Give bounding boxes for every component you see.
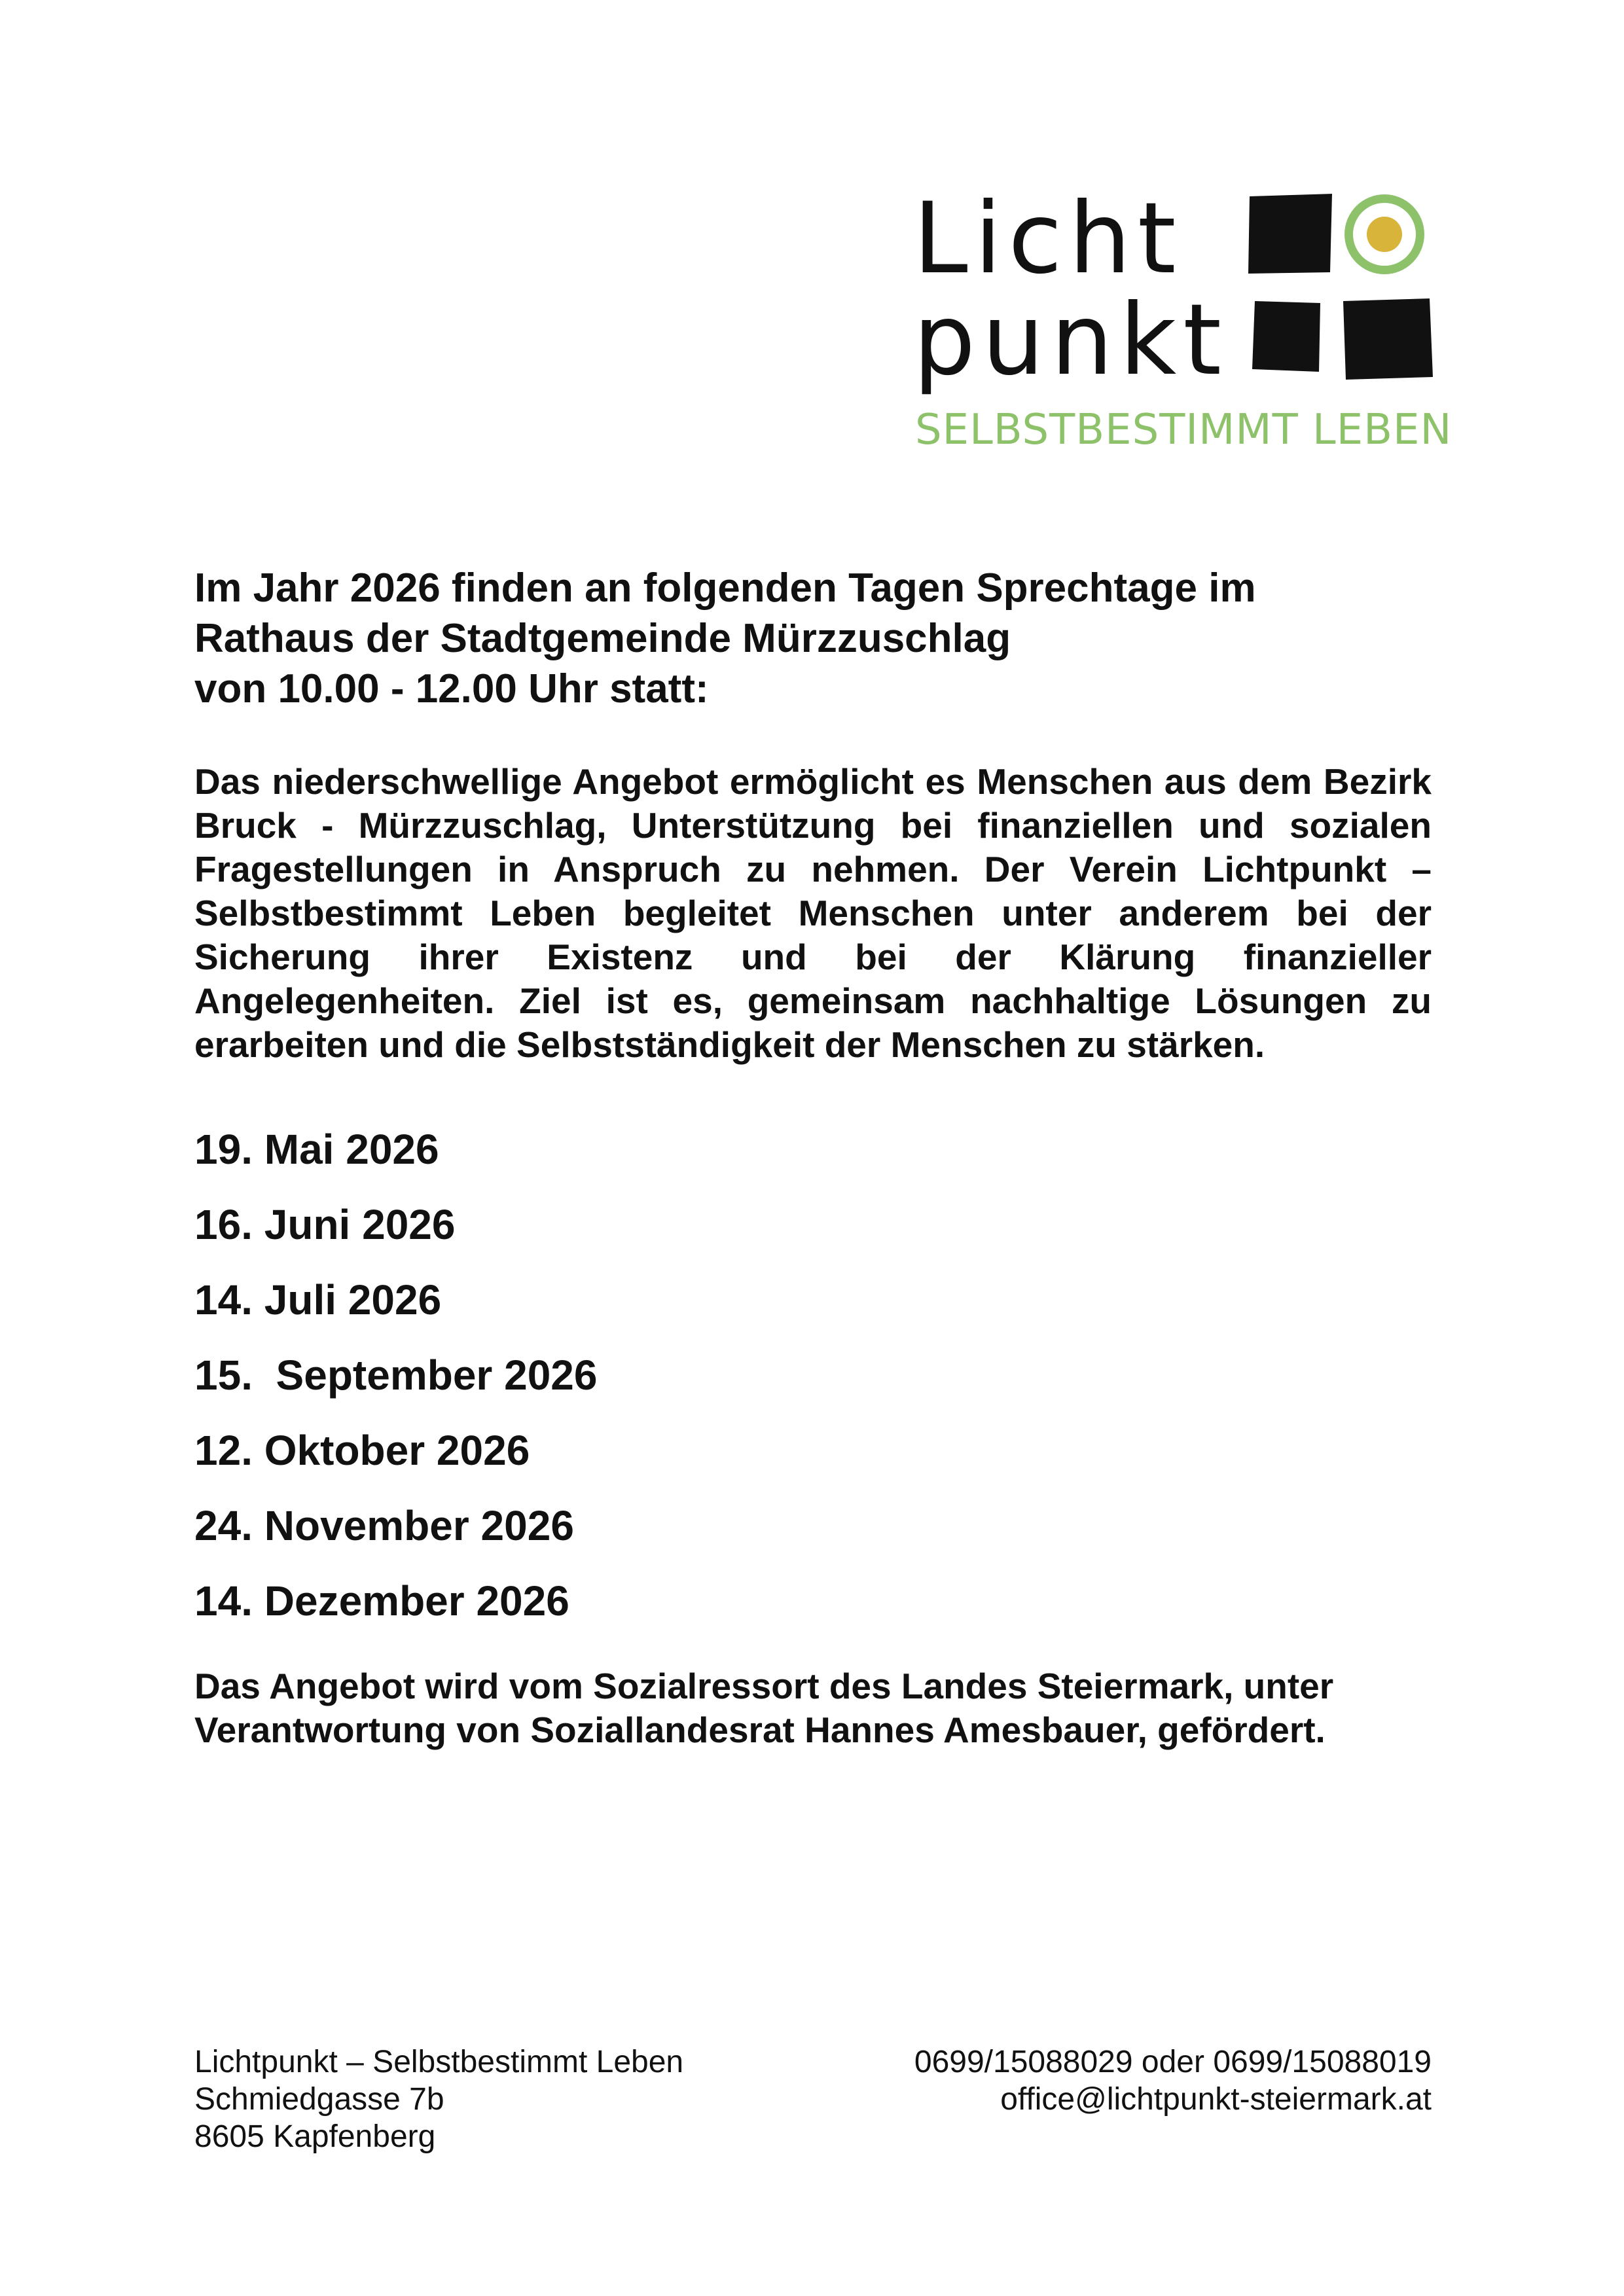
date-item: 14. Juli 2026: [194, 1276, 442, 1323]
page-headline: [194, 563, 1432, 714]
intro-paragraph: Das niederschwellige Angebot ermöglicht es Menschen aus dem Bezirk Bruck - Mürzzuschlag, Unterstützung bei finanziellen und sozialen Fragestellungen in Anspruch zu nehmen. Der Verein Lichtpunkt – Selbstbestimmt Leben begleitet Menschen unter anderem bei der Sicherung ihrer Existenz und bei der Klärung finanzieller Angelegenheiten. Ziel ist es, gemeinsam nachhaltige Lösungen zu erarbeiten und die Selbstständigkeit der Menschen zu stärken.: [194, 761, 1432, 1065]
logo-word-punkt: punkt: [913, 283, 1229, 397]
footer-email: office@lichtpunkt-steiermark.at: [1000, 2082, 1432, 2117]
logo-dot: [1367, 217, 1402, 252]
logo-tagline: SELBSTBESTIMMT LEBEN: [915, 406, 1453, 454]
footer-city: 8605 Kapfenberg: [194, 2119, 436, 2154]
headline-line: von 10.00 - 12.00 Uhr statt:: [194, 666, 709, 711]
lichtpunkt-logo: [913, 182, 1453, 458]
date-item: 24. November 2026: [194, 1502, 574, 1549]
funding-note: Das Angebot wird vom Sozialressort des Landes Steiermark, unter Verantwortung von Soziallandesrat Hannes Amesbauer, gefördert.: [194, 1666, 1334, 1750]
date-item: 16. Juni 2026: [194, 1201, 456, 1248]
logo-square-bottom-right: [1343, 298, 1433, 380]
date-item: 12. Oktober 2026: [194, 1427, 530, 1474]
footer-phone: 0699/15088029 oder 0699/15088019: [914, 2045, 1432, 2079]
logo-square-mark: [1247, 183, 1437, 386]
footer-street: Schmiedgasse 7b: [194, 2082, 444, 2117]
footer-address: [194, 2043, 683, 2155]
headline-line: Rathaus der Stadtgemeinde Mürzzuschlag: [194, 616, 1011, 661]
main-content: [194, 563, 1432, 1752]
date-item: 14. Dezember 2026: [194, 1577, 569, 1624]
footer-org-name: Lichtpunkt – Selbstbestimmt Leben: [194, 2045, 684, 2079]
logo-word-licht: Licht: [913, 182, 1183, 296]
date-list: [194, 1123, 1432, 1627]
date-item: 15. September 2026: [194, 1352, 598, 1399]
date-item: 19. Mai 2026: [194, 1126, 439, 1173]
logo-square-bottom-left: [1252, 301, 1320, 372]
logo-square-top-left: [1248, 194, 1332, 274]
footer-contact: [914, 2043, 1432, 2118]
headline-line: Im Jahr 2026 finden an folgenden Tagen Sprechtage im: [194, 565, 1256, 611]
